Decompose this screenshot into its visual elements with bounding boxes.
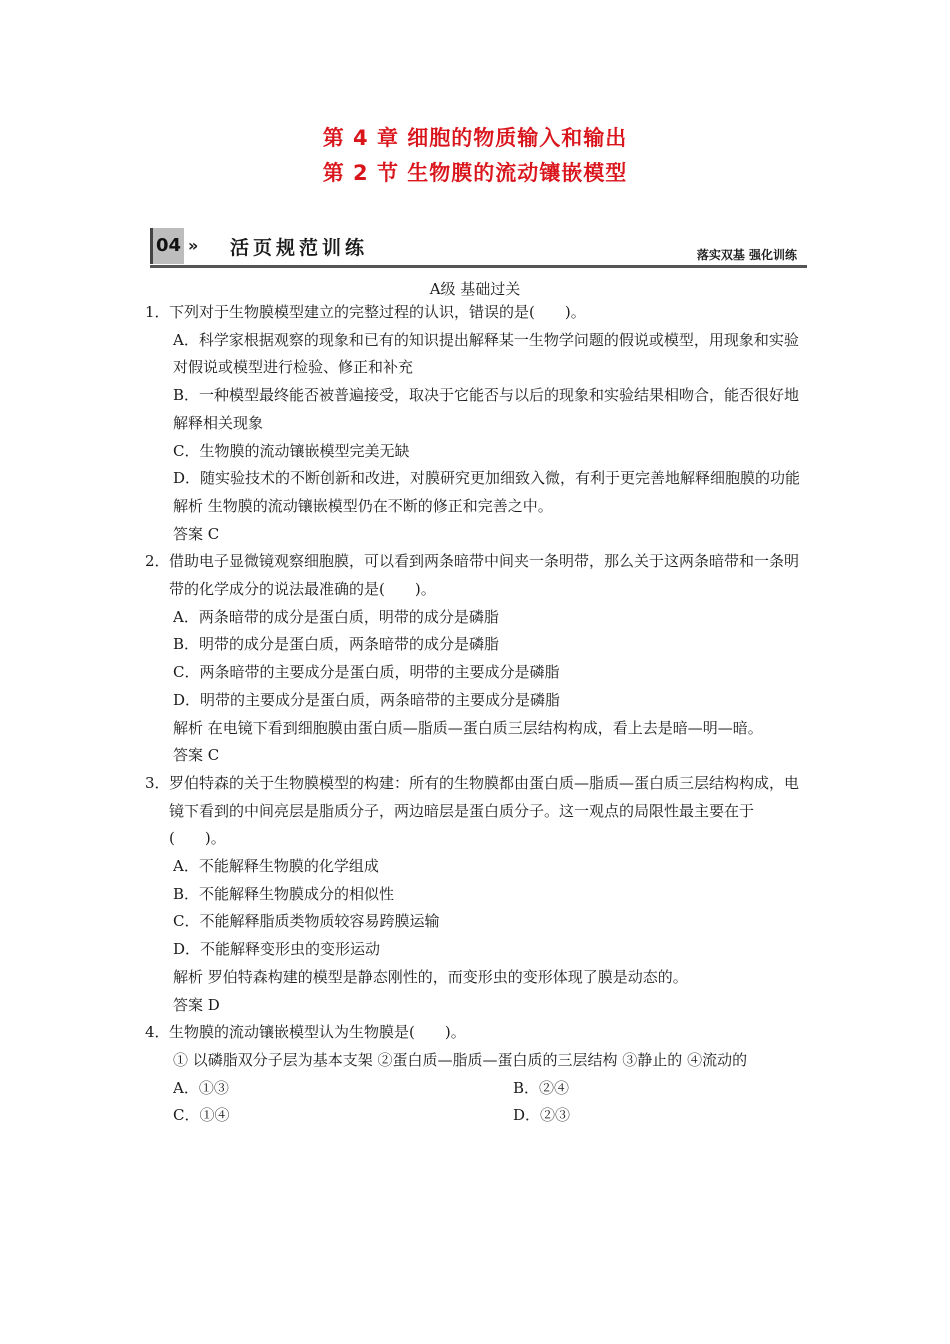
section-banner [150,228,807,268]
option-d: D．不能解释变形虫的变形运动 [173,940,381,959]
question-number: 1． [145,303,170,321]
option-c: C．不能解释脂质类物质较容易跨膜运输 [173,912,440,931]
chapter-title: 第 4 章 细胞的物质输入和输出 [322,126,628,150]
question-3 [145,770,810,853]
analysis: 解析 生物膜的流动镶嵌模型仍在不断的修正和完善之中。 [173,496,553,515]
option-row [145,1075,810,1103]
option-c: C．①④ [173,1106,230,1125]
question-number: 2． [145,552,170,571]
option-c: C．生物膜的流动镶嵌模型完美无缺 [173,441,410,460]
banner-badge: 04 [150,228,184,264]
question-stem: 下列对于生物膜模型建立的完整过程的认识，错误的是( )。 [169,303,586,321]
analysis: 解析 在电镜下看到细胞膜由蛋白质—脂质—蛋白质三层结构构成，看上去是暗—明—暗。 [173,718,763,737]
option-a: A．科学家根据观察的现象和已有的知识提出解释某一生物学问题的假说或模型，用现象和实验对假说或模型进行检验、修正和补充 [173,330,799,377]
option-c: C．两条暗带的主要成分是蛋白质，明带的主要成分是磷脂 [173,663,560,682]
question-stem: 生物膜的流动镶嵌模型认为生物膜是( )。 [169,1023,466,1042]
option-row [145,1102,810,1130]
question-number: 4． [145,1023,170,1042]
banner-title: 活页规范训练 [230,237,369,259]
level-heading: A级 基础过关 [429,280,521,298]
option-a: A．不能解释生物膜的化学组成 [173,857,379,876]
option-b: B．②④ [513,1078,570,1097]
statement-list: ① 以磷脂双分子层为基本支架 ②蛋白质—脂质—蛋白质的三层结构 ③静止的 ④流动的 [173,1050,748,1069]
question-stem: 借助电子显微镜观察细胞膜，可以看到两条暗带中间夹一条明带，那么关于这两条暗带和一条明带的化学成分的说法最准确的是( )。 [169,552,800,599]
option-d: D．明带的主要成分是蛋白质，两条暗带的主要成分是磷脂 [173,690,561,709]
question-stem: 罗伯特森的关于生物膜模型的构建：所有的生物膜都由蛋白质—脂质—蛋白质三层结构构成，电镜下看到的中间亮层是脂质分子，两边暗层是蛋白质分子。这一观点的局限性最主要在于( )。 [169,773,800,848]
answer: 答案 C [173,524,220,543]
question-2 [145,548,810,603]
option-d: D．②③ [513,1106,571,1125]
option-b: B．一种模型最终能否被普遍接受，取决于它能否与以后的现象和实验结果相吻合，能否很好地解释相关现象 [173,386,800,432]
option-b: B．明带的成分是蛋白质，两条暗带的成分是磷脂 [173,635,500,654]
option-a: A．两条暗带的成分是蛋白质，明带的成分是磷脂 [173,607,499,626]
chevron-icon: » [188,236,199,255]
question-list [145,299,810,1130]
answer: 答案 C [173,746,220,765]
option-a: A．①③ [173,1078,229,1097]
option-b: B．不能解释生物膜成分的相似性 [173,884,395,903]
answer: 答案 D [173,995,220,1014]
section-title: 第 2 节 生物膜的流动镶嵌模型 [322,161,628,185]
analysis: 解析 罗伯特森构建的模型是静态刚性的，而变形虫的变形体现了膜是动态的。 [173,967,688,986]
banner-rule [150,265,807,268]
banner-subtitle: 落实双基 强化训练 [696,248,797,262]
question-1 [145,299,810,327]
option-d: D．随实验技术的不断创新和改进，对膜研究更加细致入微，有利于更完善地解释细胞膜的功能 [173,469,801,488]
question-4 [145,1019,810,1047]
question-number: 3． [145,773,170,792]
